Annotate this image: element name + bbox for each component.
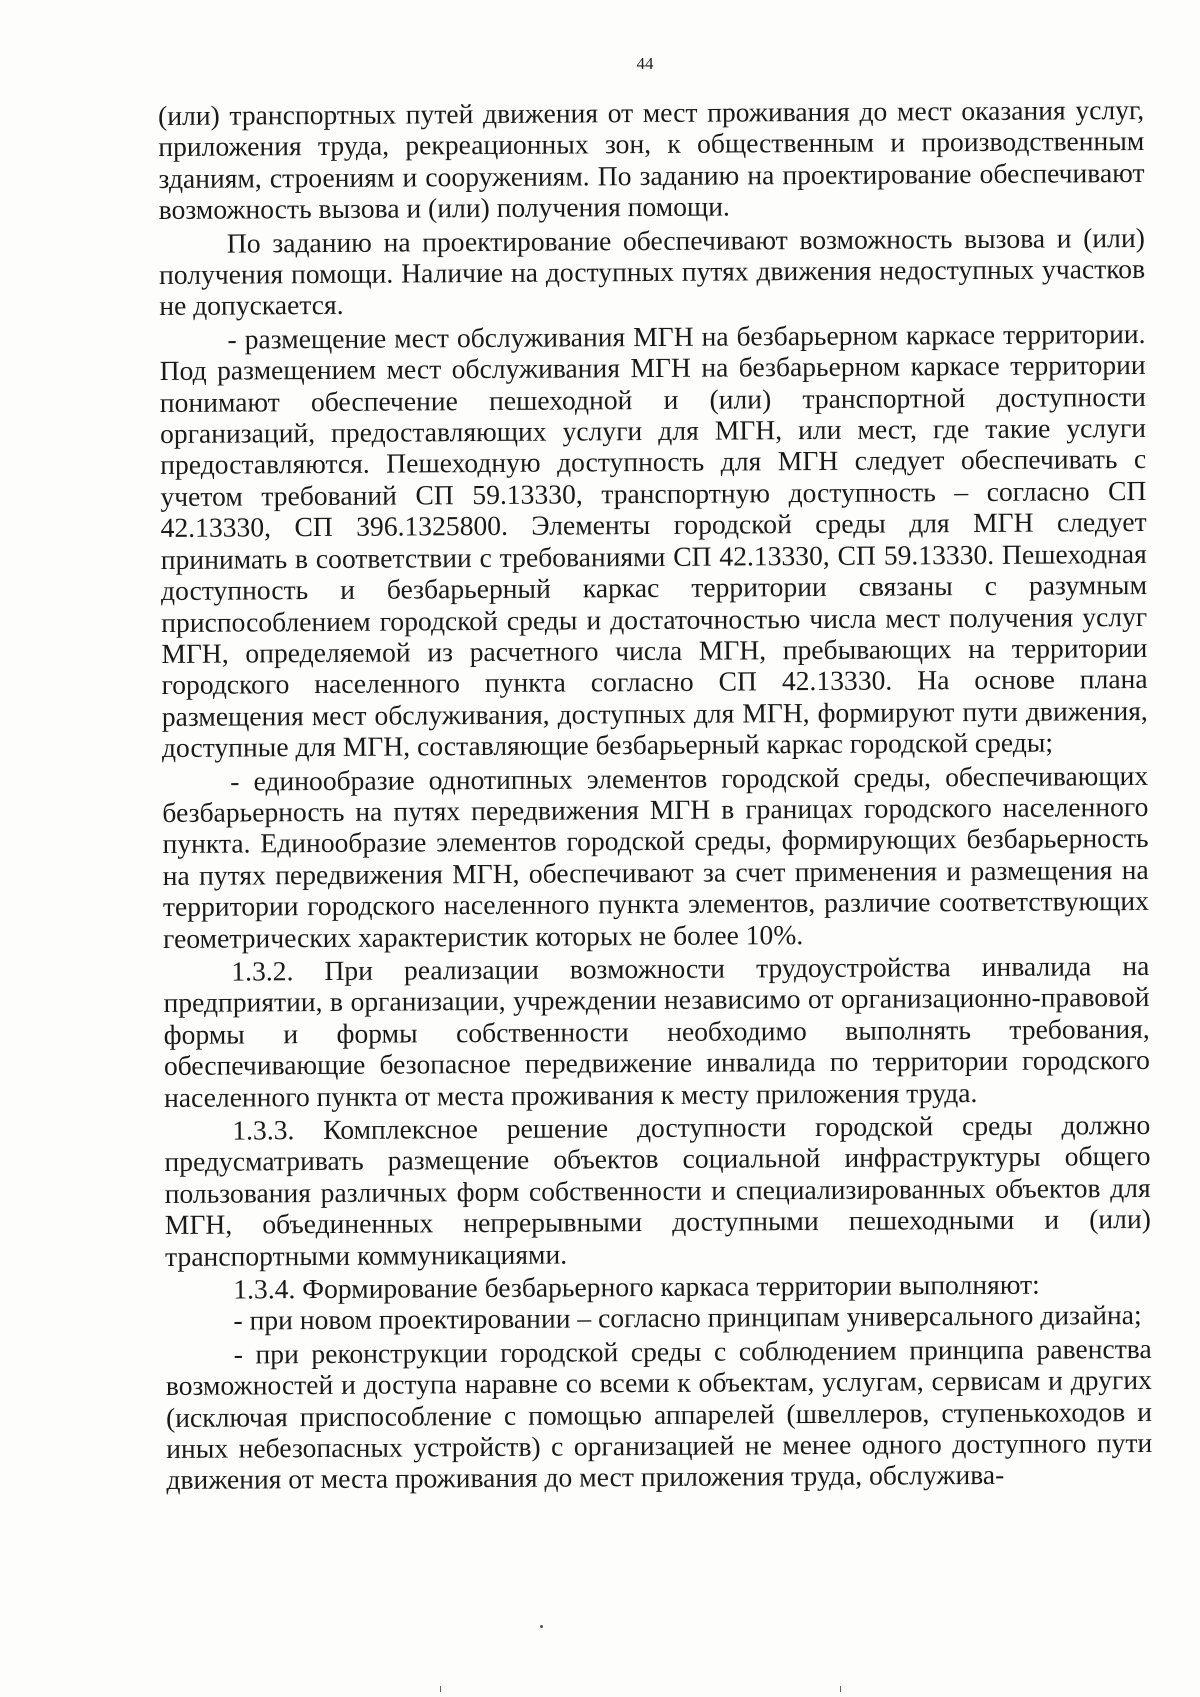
- paragraph-1-3-2: 1.3.2. При реализации возможности трудоустройства инвалида на предприятии, в организации, учреждении независимо от организационно-правовой формы и формы собственности необходимо выполнять требования, обеспечивающие безопасное передвижение инвалида по территории городского населенного пункта от места проживания к месту приложения труда.: [163, 949, 1150, 1113]
- paragraph-continuation: (или) транспортных путей движения от мест проживания до мест оказания услуг, приложения труда, рекреационных зон, к общественным и производственным зданиям, строениям и сооружениям. По заданию на проектирование обеспечивают возможность вызова и (или) получения помощи.: [158, 93, 1145, 226]
- paragraph-help-call: По заданию на проектирование обеспечивают возможность вызова и (или) получения помощи. Наличие на доступных путях движения недоступных участков не допускается.: [158, 221, 1146, 322]
- list-item-reconstruction: - при реконструкции городской среды с соблюдением принципа равенства возможностей и доступа наравне со всеми к объектам, услугам, сервисам и других (исключая приспособление с помощью аппарелей (швеллеров, ступенькоходов и иных небезопасных устройств) с организацией не менее одного доступного пути движения от места проживания до мест приложения труда, обслужива-: [165, 1332, 1153, 1496]
- paragraph-1-3-4: 1.3.4. Формирование безбарьерного каркаса территории выполняют:: [233, 1268, 1040, 1305]
- scan-mark: [440, 1686, 441, 1692]
- document-body: [158, 94, 1153, 1496]
- scan-speck: [540, 1625, 543, 1628]
- paragraph-uniformity: - единообразие однотипных элементов городской среды, обеспечивающих безбарьерность на путях передвижения МГН в границах городского населенного пункта. Единообразие элементов городской среды, формирующих безбарьерность на путях передвижения МГН, обеспечивают за счет применения и размещения на территории городского населенного пункта элементов, различие соответствующих геометрических характеристик которых не более 10%.: [162, 759, 1150, 954]
- scan-mark: [840, 1686, 841, 1692]
- page-number: 44: [636, 54, 654, 73]
- paragraph-service-placement: - размещение мест обслуживания МГН на безбарьерном каркасе территории. Под размещением мест обслуживания МГН на безбарьерном каркасе территории понимают обеспечение пешеходной и (или) транспортной доступности организаций, предоставляющих услуги для МГН, или мест, где такие услуги предоставляются. Пешеходную доступность для МГН следует обеспечивать с учетом требований СП 59.13330, транспортную доступность – согласно СП 42.13330, СП 396.1325800. Элементы городской среды для МГН следует принимать в соответствии с требованиями СП 42.13330, СП 59.13330. Пешеходная доступность и безбарьерный каркас территории связаны с разумным приспособлением городской среды и достаточностью числа мест получения услуг МГН, определяемой из расчетного числа МГН, пребывающих на территории городского населенного пункта согласно СП 42.13330. На основе плана размещения мест обслуживания, доступных для МГН, формируют пути движения, доступные для МГН, составляющие безбарьерный каркас городской среды;: [159, 317, 1148, 764]
- list-item-new-design: - при новом проектировании – согласно принципам универсального дизайна;: [233, 1299, 1142, 1336]
- paragraph-1-3-3: 1.3.3. Комплексное решение доступности городской среды должно предусматривать размещение объектов социальной инфраструктуры общего пользования различных форм собственности и специализированных объектов для МГН, объединенных непрерывными доступными пешеходными и (или) транспортными коммуникациями.: [164, 1108, 1151, 1272]
